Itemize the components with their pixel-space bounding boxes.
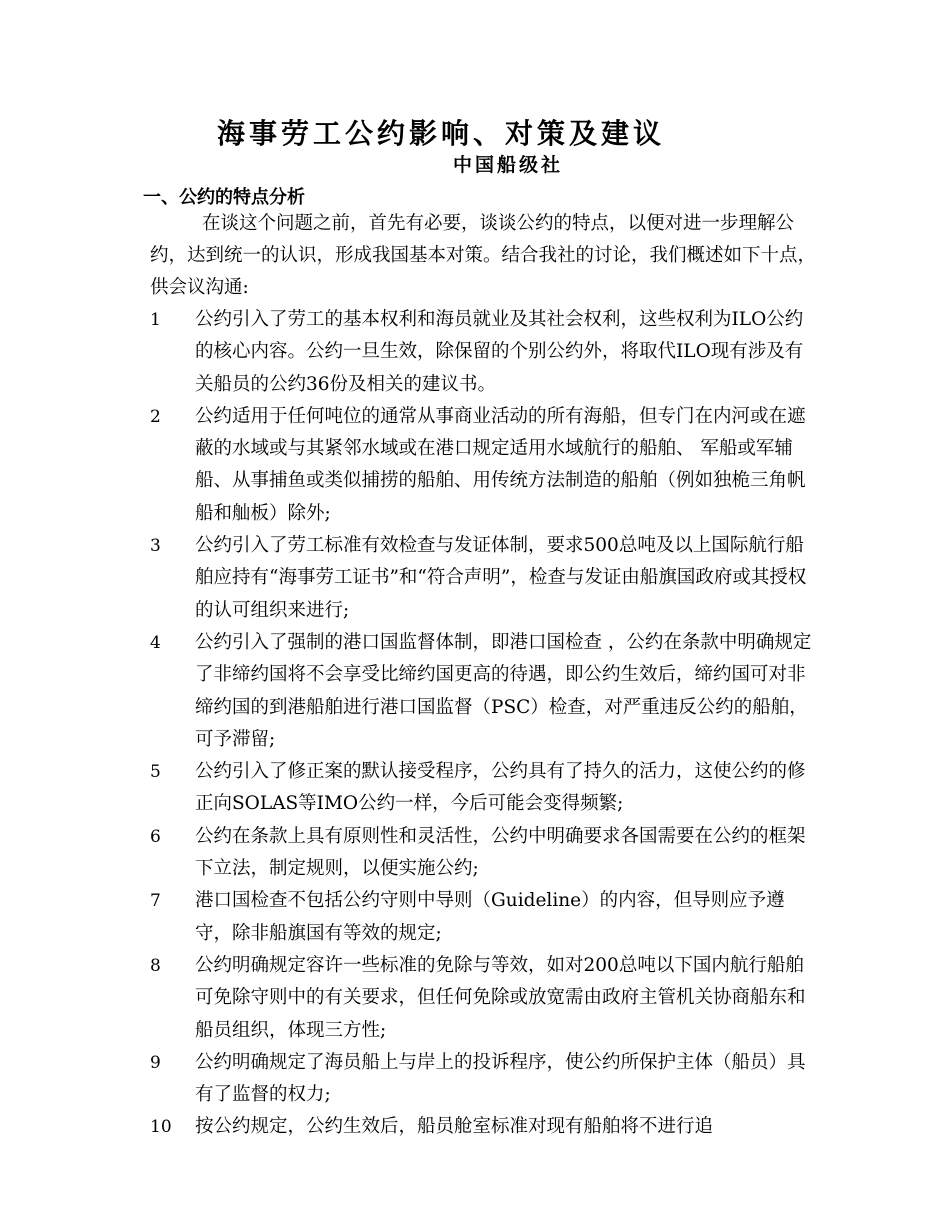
intro-paragraph: [150, 208, 830, 304]
item-number: 8: [150, 955, 161, 976]
list-item: [150, 885, 830, 950]
item-number: 10: [150, 1117, 172, 1138]
intro-text: 在谈这个问题之前，首先有必要，谈谈公约的特点，以便对进一步理解公约，达到统一的认识，形成我国基本对策。结合我社的讨论，我们概述如下十点，供会议沟通:: [150, 213, 817, 298]
document-title: 海事劳工公约影响、对策及建议: [217, 117, 666, 150]
list-item: [150, 1047, 830, 1112]
item-number: 3: [150, 536, 161, 557]
list-item: [150, 530, 830, 627]
item-text: 按公约规定，公约生效后，船员舱室标准对现有船舶将不进行追: [195, 1116, 714, 1138]
list-item: [150, 756, 830, 821]
item-number: 6: [150, 826, 161, 847]
item-text: 公约引入了修正案的默认接受程序，公约具有了持久的活力，这使公约的修正向SOLAS等IMO公约一样，今后可能会变得频繁;: [195, 761, 806, 815]
item-text: 港口国检查不包括公约守则中导则（Guideline）的内容，但导则应予遵守，除非船旗国有等效的规定;: [195, 890, 785, 944]
organization-name: 中国船级社: [453, 154, 564, 176]
list-item: [150, 304, 830, 401]
item-number: 9: [150, 1052, 161, 1073]
list-item: [150, 1111, 830, 1143]
list-item: [150, 950, 830, 1047]
feature-list: [150, 304, 830, 1144]
item-text: 公约在条款上具有原则性和灵活性，公约中明确要求各国需要在公约的框架下立法，制定规则，以便实施公约;: [195, 825, 806, 880]
item-text: 公约明确规定了海员船上与岸上的投诉程序，使公约所保护主体（船员）具有了监督的权力;: [195, 1051, 806, 1106]
section-heading: 一、公约的特点分析: [143, 187, 305, 208]
item-number: 2: [150, 406, 161, 427]
item-text: 公约适用于任何吨位的通常从事商业活动的所有海船，但专门在内河或在遮蔽的水域或与其紧邻水域或在港口规定适用水域航行的船舶、 军船或军辅船、从事捕鱼或类似捕捞的船舶、用传统方法制造的船舶（例如独桅三角帆船和舢板）除外;: [195, 405, 806, 524]
item-text: 公约引入了劳工标准有效检查与发证体制，要求500总吨及以上国际航行船舶应持有“海事劳工证书”和“符合声明”，检查与发证由船旗国政府或其授权的认可组织来进行;: [195, 535, 807, 621]
item-number: 7: [150, 891, 161, 912]
list-item: [150, 401, 830, 530]
item-text: 公约引入了劳工的基本权利和海员就业及其社会权利，这些权利为ILO公约的核心内容。公约一旦生效，除保留的个别公约外，将取代ILO现有涉及有关船员的公约36份及相关的建议书。: [195, 309, 804, 395]
list-item: [150, 821, 830, 886]
item-number: 4: [150, 632, 161, 653]
item-number: 1: [150, 310, 161, 330]
item-text: 公约明确规定容许一些标准的免除与等效，如对200总吨以下国内航行船舶可免除守则中的有关要求，但任何免除或放宽需由政府主管机关协商船东和船员组织，体现三方性;: [195, 954, 806, 1041]
item-text: 公约引入了强制的港口国监督体制，即港口国检查 ，公约在条款中明确规定了非缔约国将不会享受比缔约国更高的待遇，即公约生效后，缔约国可对非缔约国的到港船舶进行港口国监督（PSC）检查，对严重违反公约的船舶，可予滞留;: [195, 631, 812, 750]
list-item: [150, 627, 830, 756]
item-number: 5: [150, 762, 161, 783]
